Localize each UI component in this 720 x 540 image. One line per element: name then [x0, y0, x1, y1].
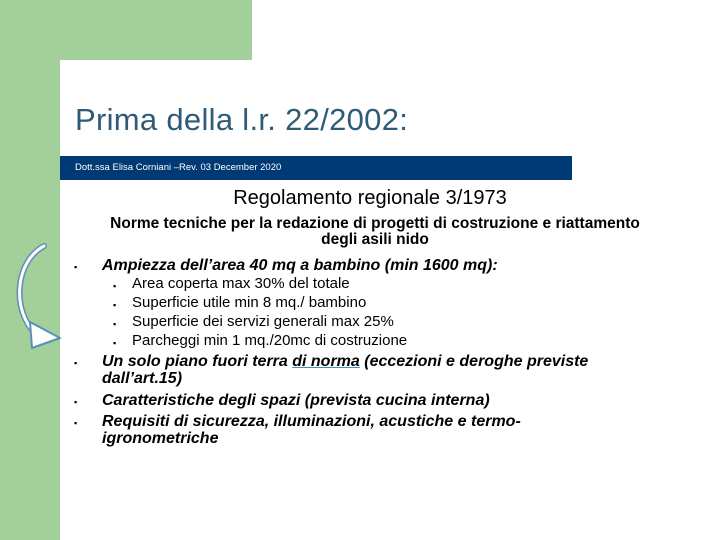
bullet-3: ▪: [74, 397, 78, 407]
floors-text-after: (eccezioni e deroghe previste dall’art.15): [102, 353, 589, 387]
author-line: Dott.ssa Elisa Corniani –Rev. 03 December 2020: [75, 162, 282, 173]
floors-text-before: Un solo piano fuori terra: [102, 353, 293, 370]
sub-bullet-2: ▪: [113, 300, 117, 310]
bullet-4: ▪: [74, 418, 78, 428]
bullet-2: ▪: [74, 358, 78, 368]
sub-item-coverage: Area coperta max 30% del totale: [132, 275, 350, 292]
list-item-floors: [102, 353, 662, 387]
sub-bullet-1: ▪: [113, 281, 117, 291]
slide-title: Prima della l.r. 22/2002:: [75, 102, 409, 137]
list-item-spaces: Caratteristiche degli spazi (prevista cucina interna): [102, 392, 490, 409]
sub-item-parking: Parcheggi min 1 mq./20mc di costruzione: [132, 332, 408, 349]
bullet-1: ▪: [74, 262, 78, 272]
intro-text: Norme tecniche per la redazione di progetti di costruzione e riattamento degli asili nido: [110, 215, 640, 248]
sub-item-usable-area: Superficie utile min 8 mq./ bambino: [132, 294, 367, 311]
section-heading: Regolamento regionale 3/1973: [233, 187, 507, 209]
sub-bullet-3: ▪: [113, 319, 117, 329]
list-item-requirements: Requisiti di sicurezza, illuminazioni, acustiche e termo-igronometriche: [102, 413, 521, 447]
sub-bullet-4: ▪: [113, 338, 117, 348]
floors-text-underlined: di norma: [292, 353, 360, 370]
curved-arrow-icon: [10, 242, 70, 350]
sub-item-services: Superficie dei servizi generali max 25%: [132, 313, 394, 330]
list-item-area: Ampiezza dell’area 40 mq a bambino (min 1600 mq):: [102, 257, 498, 274]
top-green-corner: [0, 0, 252, 60]
